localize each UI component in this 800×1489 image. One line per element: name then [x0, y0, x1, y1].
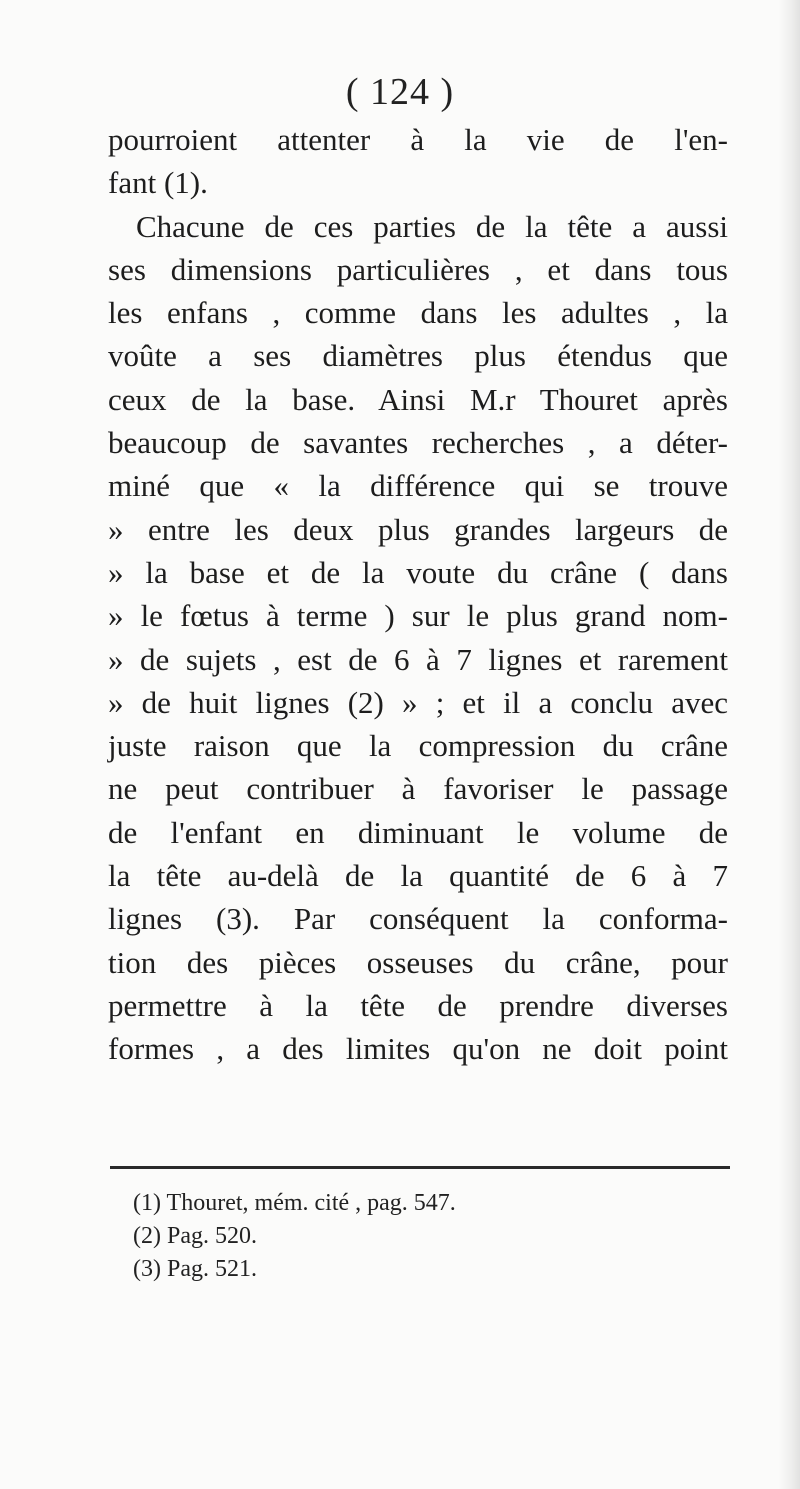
- text-line: » la base et de la voute du crâne ( dans: [108, 554, 728, 590]
- text-line: juste raison que la compression du crâne: [108, 728, 728, 764]
- footnote-divider: [110, 1166, 730, 1169]
- text-line: de l'enfant en diminuant le volume de: [108, 814, 728, 850]
- text-line: » le fœtus à terme ) sur le plus grand nom-: [108, 598, 728, 634]
- text-line: ne peut contribuer à favoriser le passage: [108, 771, 728, 807]
- body-text: [108, 118, 728, 1071]
- footnote: (1) Thouret, mém. cité , pag. 547.: [133, 1190, 456, 1216]
- text-line: Chacune de ces parties de la tête a aussi: [136, 208, 728, 244]
- text-line: ceux de la base. Ainsi M.r Thouret après: [108, 381, 728, 417]
- footnote: (3) Pag. 521.: [133, 1256, 257, 1282]
- text-line: ses dimensions particulières , et dans tous: [108, 251, 728, 287]
- footnote: (2) Pag. 520.: [133, 1223, 257, 1249]
- text-line: miné que « la différence qui se trouve: [108, 468, 728, 504]
- text-line: formes , a des limites qu'on ne doit point: [108, 1031, 728, 1067]
- footnotes: [133, 1187, 693, 1286]
- text-line: » de sujets , est de 6 à 7 lignes et rarement: [108, 641, 728, 677]
- text-line: » de huit lignes (2) » ; et il a conclu avec: [108, 684, 728, 720]
- text-line: permettre à la tête de prendre diverses: [108, 987, 728, 1023]
- text-line: les enfans , comme dans les adultes , la: [108, 295, 728, 331]
- text-line: lignes (3). Par conséquent la conforma-: [108, 901, 728, 937]
- page-edge-shadow: [778, 0, 800, 1489]
- page-number: ( 124 ): [345, 71, 455, 113]
- text-line: la tête au-delà de la quantité de 6 à 7: [108, 858, 728, 894]
- text-line: fant (1).: [108, 165, 208, 201]
- text-line: pourroient attenter à la vie de l'en-: [108, 122, 728, 157]
- text-line: voûte a ses diamètres plus étendus que: [108, 338, 728, 374]
- text-line: » entre les deux plus grandes largeurs de: [108, 511, 728, 547]
- text-line: beaucoup de savantes recherches , a déter-: [108, 425, 728, 461]
- text-line: tion des pièces osseuses du crâne, pour: [108, 944, 728, 980]
